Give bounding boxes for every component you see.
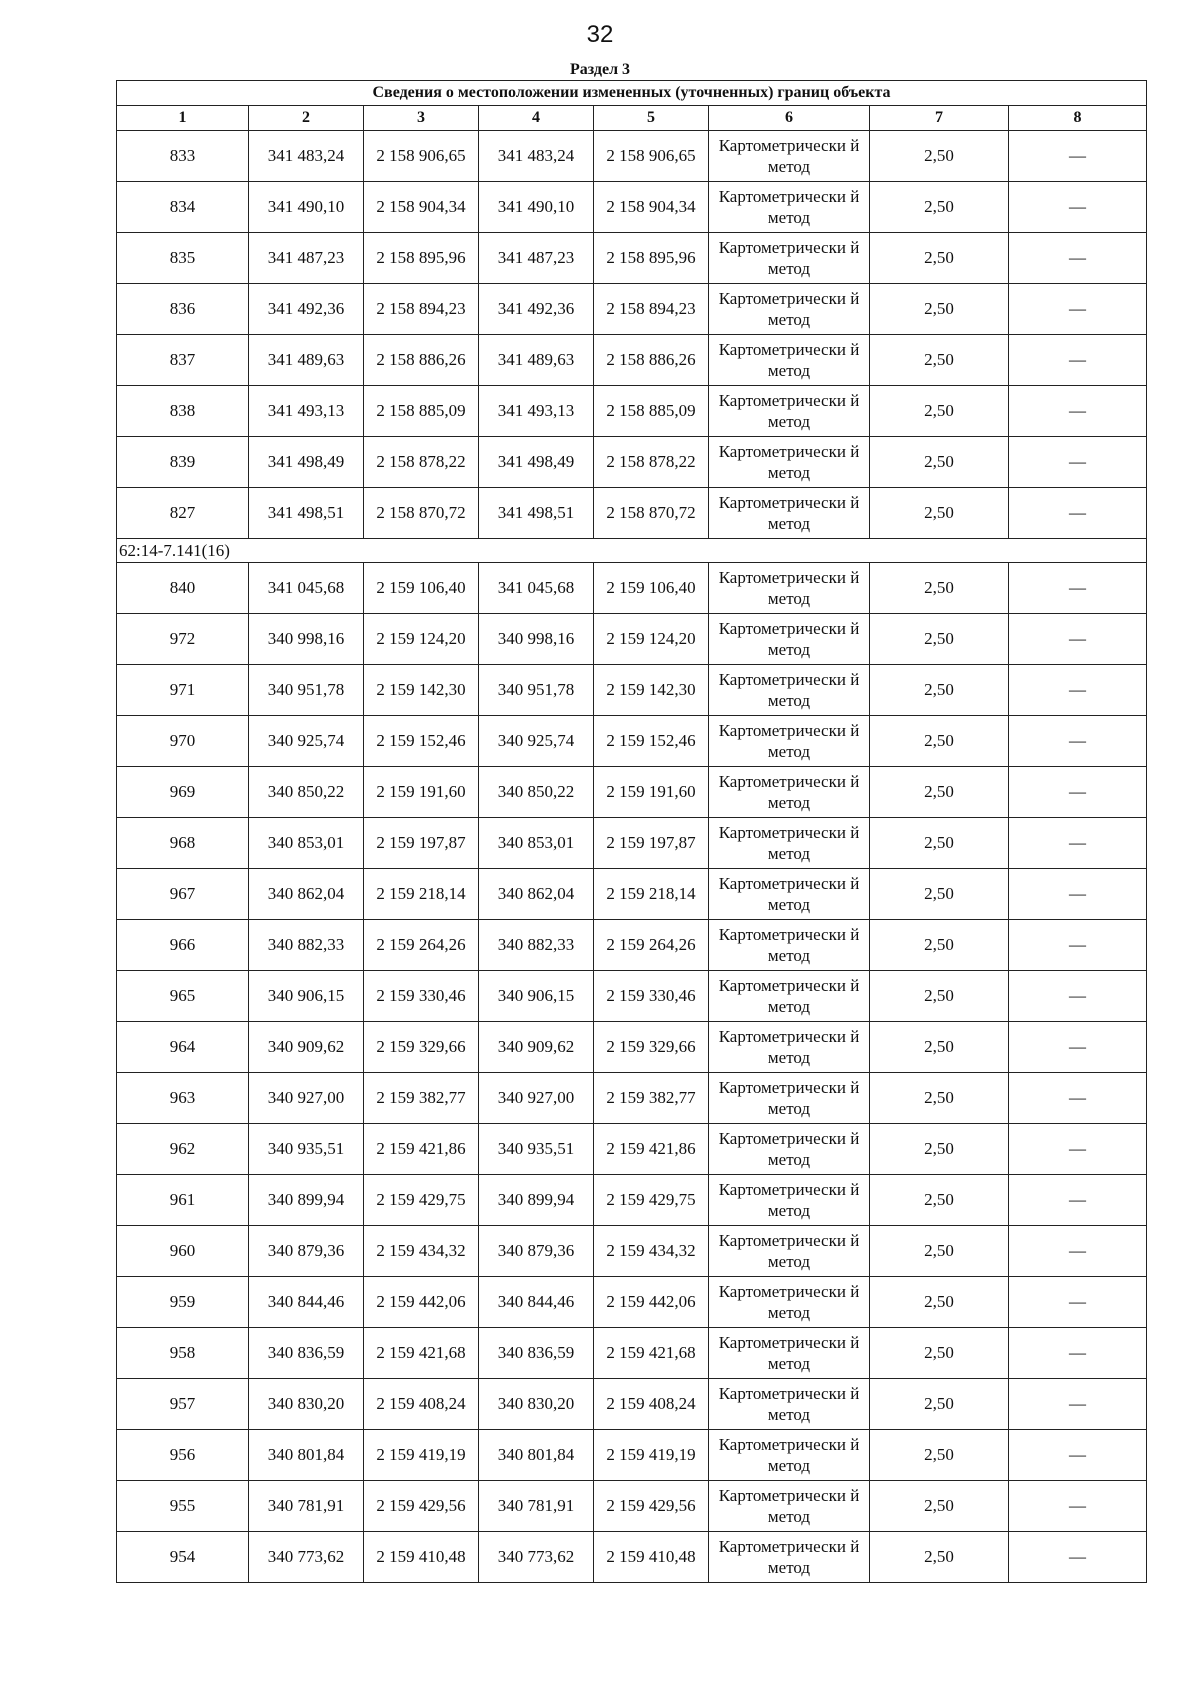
note-cell: — xyxy=(1009,869,1147,920)
table-row xyxy=(117,716,1147,767)
method-cell: Картометрически й метод xyxy=(709,1532,870,1583)
y-new-cell: 2 159 152,46 xyxy=(594,716,709,767)
point-number-cell: 957 xyxy=(117,1379,249,1430)
x-old-cell: 340 906,15 xyxy=(249,971,364,1022)
y-new-cell: 2 159 106,40 xyxy=(594,563,709,614)
method-cell: Картометрически й метод xyxy=(709,335,870,386)
precision-cell: 2,50 xyxy=(870,1328,1009,1379)
precision-cell: 2,50 xyxy=(870,437,1009,488)
point-number-cell: 968 xyxy=(117,818,249,869)
y-new-cell: 2 159 329,66 xyxy=(594,1022,709,1073)
x-new-cell: 340 781,91 xyxy=(479,1481,594,1532)
column-header: 8 xyxy=(1009,106,1147,131)
x-old-cell: 340 773,62 xyxy=(249,1532,364,1583)
y-new-cell: 2 159 264,26 xyxy=(594,920,709,971)
x-new-cell: 341 498,51 xyxy=(479,488,594,539)
point-number-cell: 838 xyxy=(117,386,249,437)
precision-cell: 2,50 xyxy=(870,131,1009,182)
precision-cell: 2,50 xyxy=(870,971,1009,1022)
point-number-cell: 959 xyxy=(117,1277,249,1328)
method-cell: Картометрически й метод xyxy=(709,1124,870,1175)
precision-cell: 2,50 xyxy=(870,767,1009,818)
x-new-cell: 341 489,63 xyxy=(479,335,594,386)
x-new-cell: 341 493,13 xyxy=(479,386,594,437)
y-old-cell: 2 159 421,68 xyxy=(364,1328,479,1379)
point-number-cell: 970 xyxy=(117,716,249,767)
method-cell: Картометрически й метод xyxy=(709,1328,870,1379)
method-cell: Картометрически й метод xyxy=(709,1379,870,1430)
table-row xyxy=(117,386,1147,437)
y-new-cell: 2 159 124,20 xyxy=(594,614,709,665)
y-old-cell: 2 159 429,75 xyxy=(364,1175,479,1226)
table-row xyxy=(117,284,1147,335)
method-cell: Картометрически й метод xyxy=(709,563,870,614)
note-cell: — xyxy=(1009,1532,1147,1583)
note-cell: — xyxy=(1009,386,1147,437)
y-new-cell: 2 159 197,87 xyxy=(594,818,709,869)
precision-cell: 2,50 xyxy=(870,869,1009,920)
y-new-cell: 2 159 408,24 xyxy=(594,1379,709,1430)
y-old-cell: 2 159 442,06 xyxy=(364,1277,479,1328)
point-number-cell: 963 xyxy=(117,1073,249,1124)
note-cell: — xyxy=(1009,1073,1147,1124)
method-cell: Картометрически й метод xyxy=(709,437,870,488)
table-row xyxy=(117,1022,1147,1073)
x-new-cell: 340 925,74 xyxy=(479,716,594,767)
x-old-cell: 340 879,36 xyxy=(249,1226,364,1277)
table-row xyxy=(117,665,1147,716)
method-cell: Картометрически й метод xyxy=(709,284,870,335)
table-row xyxy=(117,335,1147,386)
group-label: 62:14-7.141(16) xyxy=(117,539,1147,563)
point-number-cell: 835 xyxy=(117,233,249,284)
table-row xyxy=(117,233,1147,284)
precision-cell: 2,50 xyxy=(870,1175,1009,1226)
point-number-cell: 965 xyxy=(117,971,249,1022)
point-number-cell: 840 xyxy=(117,563,249,614)
table-row xyxy=(117,1481,1147,1532)
method-cell: Картометрически й метод xyxy=(709,1226,870,1277)
note-cell: — xyxy=(1009,1430,1147,1481)
method-cell: Картометрически й метод xyxy=(709,716,870,767)
y-old-cell: 2 159 124,20 xyxy=(364,614,479,665)
table-row xyxy=(117,563,1147,614)
point-number-cell: 967 xyxy=(117,869,249,920)
table-row xyxy=(117,437,1147,488)
y-old-cell: 2 159 421,86 xyxy=(364,1124,479,1175)
y-old-cell: 2 158 906,65 xyxy=(364,131,479,182)
note-cell: — xyxy=(1009,437,1147,488)
table-row xyxy=(117,818,1147,869)
note-cell: — xyxy=(1009,1481,1147,1532)
y-old-cell: 2 159 329,66 xyxy=(364,1022,479,1073)
table-row xyxy=(117,971,1147,1022)
x-new-cell: 340 909,62 xyxy=(479,1022,594,1073)
point-number-cell: 958 xyxy=(117,1328,249,1379)
y-new-cell: 2 158 870,72 xyxy=(594,488,709,539)
point-number-cell: 961 xyxy=(117,1175,249,1226)
y-old-cell: 2 159 197,87 xyxy=(364,818,479,869)
x-new-cell: 341 487,23 xyxy=(479,233,594,284)
y-new-cell: 2 159 419,19 xyxy=(594,1430,709,1481)
note-cell: — xyxy=(1009,665,1147,716)
precision-cell: 2,50 xyxy=(870,1532,1009,1583)
method-cell: Картометрически й метод xyxy=(709,767,870,818)
table-row xyxy=(117,1175,1147,1226)
point-number-cell: 827 xyxy=(117,488,249,539)
y-new-cell: 2 159 434,32 xyxy=(594,1226,709,1277)
y-old-cell: 2 159 264,26 xyxy=(364,920,479,971)
x-old-cell: 341 487,23 xyxy=(249,233,364,284)
point-number-cell: 839 xyxy=(117,437,249,488)
x-new-cell: 340 951,78 xyxy=(479,665,594,716)
note-cell: — xyxy=(1009,1277,1147,1328)
x-old-cell: 340 925,74 xyxy=(249,716,364,767)
note-cell: — xyxy=(1009,563,1147,614)
x-old-cell: 340 935,51 xyxy=(249,1124,364,1175)
x-new-cell: 341 498,49 xyxy=(479,437,594,488)
point-number-cell: 836 xyxy=(117,284,249,335)
point-number-cell: 972 xyxy=(117,614,249,665)
table-row xyxy=(117,614,1147,665)
x-old-cell: 341 498,49 xyxy=(249,437,364,488)
method-cell: Картометрически й метод xyxy=(709,233,870,284)
x-new-cell: 341 045,68 xyxy=(479,563,594,614)
note-cell: — xyxy=(1009,971,1147,1022)
x-new-cell: 340 836,59 xyxy=(479,1328,594,1379)
precision-cell: 2,50 xyxy=(870,614,1009,665)
y-old-cell: 2 158 886,26 xyxy=(364,335,479,386)
x-old-cell: 340 853,01 xyxy=(249,818,364,869)
y-old-cell: 2 159 434,32 xyxy=(364,1226,479,1277)
y-new-cell: 2 158 904,34 xyxy=(594,182,709,233)
y-old-cell: 2 158 894,23 xyxy=(364,284,479,335)
precision-cell: 2,50 xyxy=(870,818,1009,869)
point-number-cell: 833 xyxy=(117,131,249,182)
x-new-cell: 340 882,33 xyxy=(479,920,594,971)
table-row xyxy=(117,1073,1147,1124)
method-cell: Картометрически й метод xyxy=(709,920,870,971)
x-new-cell: 340 862,04 xyxy=(479,869,594,920)
method-cell: Картометрически й метод xyxy=(709,488,870,539)
table-row xyxy=(117,920,1147,971)
column-header: 5 xyxy=(594,106,709,131)
x-new-cell: 341 490,10 xyxy=(479,182,594,233)
x-old-cell: 340 909,62 xyxy=(249,1022,364,1073)
note-cell: — xyxy=(1009,1328,1147,1379)
table-row xyxy=(117,131,1147,182)
point-number-cell: 955 xyxy=(117,1481,249,1532)
column-header: 1 xyxy=(117,106,249,131)
note-cell: — xyxy=(1009,182,1147,233)
y-new-cell: 2 158 906,65 xyxy=(594,131,709,182)
y-new-cell: 2 159 421,86 xyxy=(594,1124,709,1175)
point-number-cell: 834 xyxy=(117,182,249,233)
y-new-cell: 2 158 886,26 xyxy=(594,335,709,386)
y-new-cell: 2 159 191,60 xyxy=(594,767,709,818)
x-new-cell: 340 773,62 xyxy=(479,1532,594,1583)
y-old-cell: 2 159 410,48 xyxy=(364,1532,479,1583)
table-row xyxy=(117,767,1147,818)
x-old-cell: 341 490,10 xyxy=(249,182,364,233)
precision-cell: 2,50 xyxy=(870,488,1009,539)
precision-cell: 2,50 xyxy=(870,1277,1009,1328)
x-new-cell: 341 483,24 xyxy=(479,131,594,182)
column-header: 4 xyxy=(479,106,594,131)
y-new-cell: 2 159 410,48 xyxy=(594,1532,709,1583)
x-old-cell: 340 882,33 xyxy=(249,920,364,971)
x-old-cell: 341 493,13 xyxy=(249,386,364,437)
table-row xyxy=(117,1226,1147,1277)
y-new-cell: 2 158 895,96 xyxy=(594,233,709,284)
table-row xyxy=(117,488,1147,539)
precision-cell: 2,50 xyxy=(870,1022,1009,1073)
x-new-cell: 340 935,51 xyxy=(479,1124,594,1175)
method-cell: Картометрически й метод xyxy=(709,1481,870,1532)
method-cell: Картометрически й метод xyxy=(709,1022,870,1073)
point-number-cell: 964 xyxy=(117,1022,249,1073)
note-cell: — xyxy=(1009,1175,1147,1226)
precision-cell: 2,50 xyxy=(870,665,1009,716)
precision-cell: 2,50 xyxy=(870,386,1009,437)
column-header: 2 xyxy=(249,106,364,131)
point-number-cell: 962 xyxy=(117,1124,249,1175)
x-old-cell: 340 850,22 xyxy=(249,767,364,818)
y-new-cell: 2 158 894,23 xyxy=(594,284,709,335)
page-number: 32 xyxy=(586,21,614,48)
y-old-cell: 2 158 895,96 xyxy=(364,233,479,284)
x-new-cell: 340 830,20 xyxy=(479,1379,594,1430)
x-new-cell: 340 879,36 xyxy=(479,1226,594,1277)
x-old-cell: 340 951,78 xyxy=(249,665,364,716)
point-number-cell: 966 xyxy=(117,920,249,971)
precision-cell: 2,50 xyxy=(870,1124,1009,1175)
y-new-cell: 2 159 142,30 xyxy=(594,665,709,716)
column-header: 3 xyxy=(364,106,479,131)
table-row xyxy=(117,1430,1147,1481)
x-old-cell: 340 899,94 xyxy=(249,1175,364,1226)
point-number-cell: 960 xyxy=(117,1226,249,1277)
point-number-cell: 956 xyxy=(117,1430,249,1481)
precision-cell: 2,50 xyxy=(870,716,1009,767)
method-cell: Картометрически й метод xyxy=(709,818,870,869)
y-old-cell: 2 159 191,60 xyxy=(364,767,479,818)
precision-cell: 2,50 xyxy=(870,920,1009,971)
method-cell: Картометрически й метод xyxy=(709,1175,870,1226)
y-old-cell: 2 159 429,56 xyxy=(364,1481,479,1532)
x-old-cell: 341 489,63 xyxy=(249,335,364,386)
x-old-cell: 341 492,36 xyxy=(249,284,364,335)
y-new-cell: 2 159 421,68 xyxy=(594,1328,709,1379)
table-row xyxy=(117,1379,1147,1430)
point-number-cell: 971 xyxy=(117,665,249,716)
table-row xyxy=(117,1328,1147,1379)
table-group-divider xyxy=(117,539,1147,563)
y-new-cell: 2 158 885,09 xyxy=(594,386,709,437)
precision-cell: 2,50 xyxy=(870,233,1009,284)
table-row xyxy=(117,869,1147,920)
table-row xyxy=(117,182,1147,233)
method-cell: Картометрически й метод xyxy=(709,1430,870,1481)
method-cell: Картометрически й метод xyxy=(709,386,870,437)
x-old-cell: 340 862,04 xyxy=(249,869,364,920)
y-old-cell: 2 159 419,19 xyxy=(364,1430,479,1481)
note-cell: — xyxy=(1009,818,1147,869)
point-number-cell: 954 xyxy=(117,1532,249,1583)
coordinates-table xyxy=(116,80,1147,1583)
method-cell: Картометрически й метод xyxy=(709,614,870,665)
method-cell: Картометрически й метод xyxy=(709,182,870,233)
y-old-cell: 2 158 870,72 xyxy=(364,488,479,539)
x-old-cell: 340 927,00 xyxy=(249,1073,364,1124)
method-cell: Картометрически й метод xyxy=(709,869,870,920)
point-number-cell: 969 xyxy=(117,767,249,818)
y-new-cell: 2 159 442,06 xyxy=(594,1277,709,1328)
column-header: 7 xyxy=(870,106,1009,131)
note-cell: — xyxy=(1009,767,1147,818)
x-new-cell: 340 850,22 xyxy=(479,767,594,818)
precision-cell: 2,50 xyxy=(870,284,1009,335)
note-cell: — xyxy=(1009,614,1147,665)
precision-cell: 2,50 xyxy=(870,182,1009,233)
y-new-cell: 2 158 878,22 xyxy=(594,437,709,488)
y-old-cell: 2 158 878,22 xyxy=(364,437,479,488)
y-old-cell: 2 159 142,30 xyxy=(364,665,479,716)
x-old-cell: 340 781,91 xyxy=(249,1481,364,1532)
note-cell: — xyxy=(1009,1124,1147,1175)
note-cell: — xyxy=(1009,920,1147,971)
column-header-row xyxy=(117,106,1147,131)
note-cell: — xyxy=(1009,716,1147,767)
table-row xyxy=(117,1277,1147,1328)
y-old-cell: 2 158 885,09 xyxy=(364,386,479,437)
table-row xyxy=(117,1532,1147,1583)
x-new-cell: 340 853,01 xyxy=(479,818,594,869)
x-old-cell: 341 498,51 xyxy=(249,488,364,539)
table-row xyxy=(117,1124,1147,1175)
x-old-cell: 340 801,84 xyxy=(249,1430,364,1481)
method-cell: Картометрически й метод xyxy=(709,131,870,182)
method-cell: Картометрически й метод xyxy=(709,665,870,716)
x-new-cell: 340 801,84 xyxy=(479,1430,594,1481)
x-new-cell: 340 899,94 xyxy=(479,1175,594,1226)
y-old-cell: 2 159 106,40 xyxy=(364,563,479,614)
table-caption: Сведения о местоположении измененных (уточненных) границ объекта xyxy=(117,81,1147,106)
y-old-cell: 2 159 152,46 xyxy=(364,716,479,767)
note-cell: — xyxy=(1009,1226,1147,1277)
y-old-cell: 2 159 218,14 xyxy=(364,869,479,920)
y-old-cell: 2 159 408,24 xyxy=(364,1379,479,1430)
x-new-cell: 340 906,15 xyxy=(479,971,594,1022)
note-cell: — xyxy=(1009,1379,1147,1430)
precision-cell: 2,50 xyxy=(870,563,1009,614)
y-new-cell: 2 159 330,46 xyxy=(594,971,709,1022)
y-old-cell: 2 159 382,77 xyxy=(364,1073,479,1124)
x-old-cell: 340 830,20 xyxy=(249,1379,364,1430)
y-old-cell: 2 159 330,46 xyxy=(364,971,479,1022)
note-cell: — xyxy=(1009,284,1147,335)
column-header: 6 xyxy=(709,106,870,131)
point-number-cell: 837 xyxy=(117,335,249,386)
x-new-cell: 340 998,16 xyxy=(479,614,594,665)
x-old-cell: 340 836,59 xyxy=(249,1328,364,1379)
x-new-cell: 340 844,46 xyxy=(479,1277,594,1328)
x-new-cell: 340 927,00 xyxy=(479,1073,594,1124)
section-title: Раздел 3 xyxy=(569,61,631,78)
table-body-second-block xyxy=(117,563,1147,1583)
x-new-cell: 341 492,36 xyxy=(479,284,594,335)
precision-cell: 2,50 xyxy=(870,1226,1009,1277)
precision-cell: 2,50 xyxy=(870,1073,1009,1124)
y-new-cell: 2 159 382,77 xyxy=(594,1073,709,1124)
x-old-cell: 340 844,46 xyxy=(249,1277,364,1328)
method-cell: Картометрически й метод xyxy=(709,971,870,1022)
precision-cell: 2,50 xyxy=(870,335,1009,386)
y-new-cell: 2 159 218,14 xyxy=(594,869,709,920)
note-cell: — xyxy=(1009,488,1147,539)
x-old-cell: 341 045,68 xyxy=(249,563,364,614)
y-new-cell: 2 159 429,75 xyxy=(594,1175,709,1226)
y-old-cell: 2 158 904,34 xyxy=(364,182,479,233)
table-body-first-block xyxy=(117,131,1147,539)
note-cell: — xyxy=(1009,131,1147,182)
precision-cell: 2,50 xyxy=(870,1481,1009,1532)
method-cell: Картометрически й метод xyxy=(709,1277,870,1328)
note-cell: — xyxy=(1009,233,1147,284)
precision-cell: 2,50 xyxy=(870,1379,1009,1430)
method-cell: Картометрически й метод xyxy=(709,1073,870,1124)
y-new-cell: 2 159 429,56 xyxy=(594,1481,709,1532)
x-old-cell: 340 998,16 xyxy=(249,614,364,665)
note-cell: — xyxy=(1009,1022,1147,1073)
note-cell: — xyxy=(1009,335,1147,386)
precision-cell: 2,50 xyxy=(870,1430,1009,1481)
x-old-cell: 341 483,24 xyxy=(249,131,364,182)
